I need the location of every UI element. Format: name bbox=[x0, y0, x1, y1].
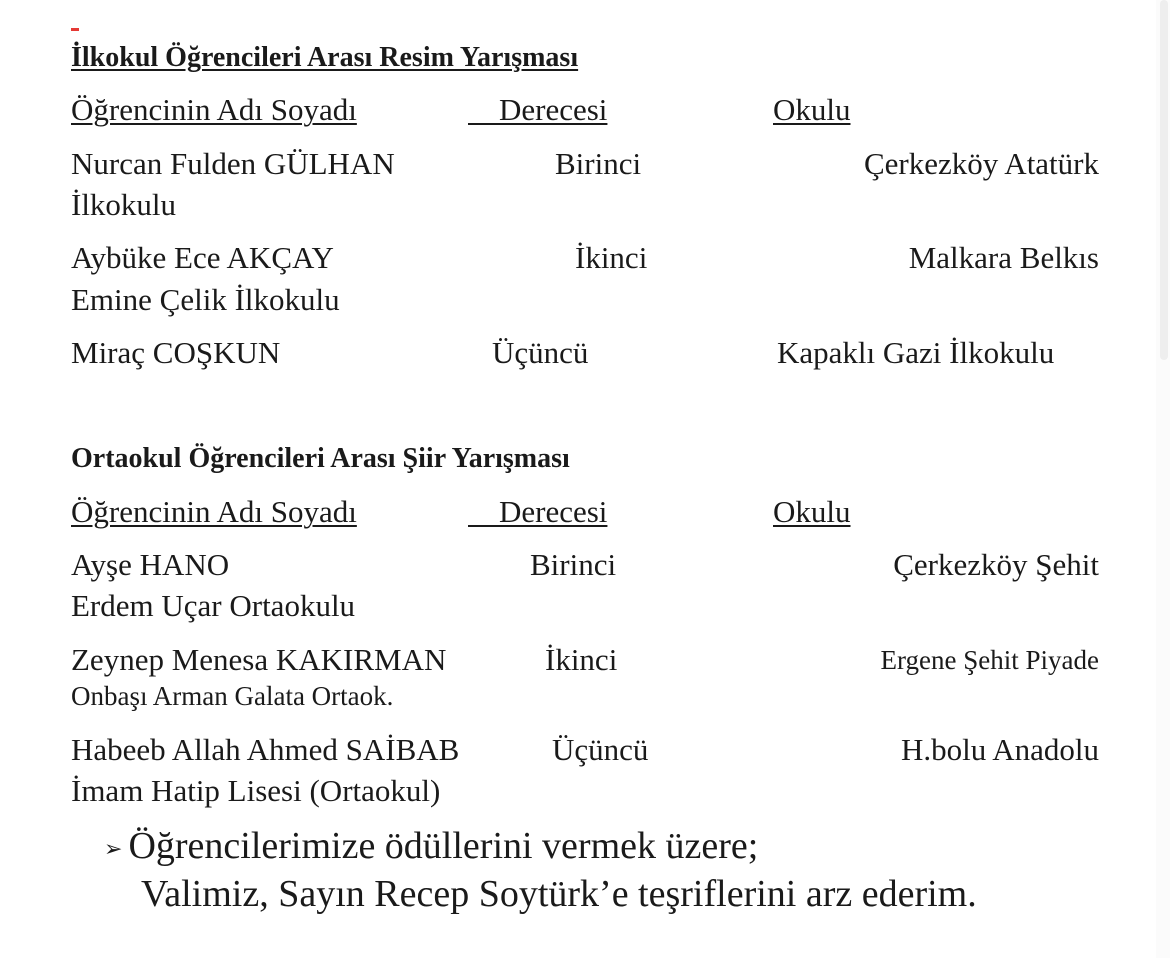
section2-row2-school: Ergene Şehit Piyade bbox=[880, 645, 1099, 675]
section1-row2-degree: İkinci bbox=[575, 240, 648, 275]
section2-header-degree: Derecesi bbox=[468, 494, 608, 529]
section1-row3-school: Kapaklı Gazi İlkokulu bbox=[777, 335, 1055, 370]
section2-row3-school: H.bolu Anadolu bbox=[900, 732, 1099, 767]
section2-row2-name: Zeynep Menesa KAKIRMAN bbox=[71, 642, 447, 677]
section2-title: Ortaokul Öğrencileri Arası Şiir Yarışması bbox=[71, 443, 570, 474]
section2-row2-degree: İkinci bbox=[545, 642, 618, 677]
section2-header-school: Okulu bbox=[773, 494, 851, 529]
scrollbar-thumb[interactable] bbox=[1160, 0, 1168, 360]
section2-row2-school-cont: Onbaşı Arman Galata Ortaok. bbox=[71, 681, 394, 711]
section1-header-name: Öğrencinin Adı Soyadı bbox=[71, 92, 357, 127]
scrollbar-track[interactable] bbox=[1156, 0, 1170, 958]
arrow-bullet-icon: ➢ bbox=[104, 836, 123, 862]
section2-row3-degree: Üçüncü bbox=[552, 732, 649, 767]
section1-row3-name: Miraç COŞKUN bbox=[71, 335, 281, 370]
section2-row3-school-cont: İmam Hatip Lisesi (Ortaokul) bbox=[71, 773, 441, 808]
closing-line1 bbox=[104, 827, 758, 865]
section1-row2-school-cont: Emine Çelik İlkokulu bbox=[71, 282, 340, 317]
section1-title: İlkokul Öğrencileri Arası Resim Yarışması bbox=[71, 42, 579, 73]
section1-row3-degree: Üçüncü bbox=[492, 335, 589, 370]
red-marker bbox=[71, 28, 79, 31]
section2-row1-name: Ayşe HANO bbox=[71, 547, 230, 582]
section1-row1-school-cont: İlkokulu bbox=[71, 187, 177, 222]
section2-row1-school: Çerkezköy Şehit bbox=[893, 547, 1099, 582]
section2-row3-name: Habeeb Allah Ahmed SAİBAB bbox=[71, 732, 460, 767]
closing-line2: Valimiz, Sayın Recep Soytürk’e teşriflerini arz ederim. bbox=[141, 873, 977, 915]
section2-row1-degree: Birinci bbox=[530, 547, 617, 582]
closing-line1-text: Öğrencilerimize ödüllerini vermek üzere; bbox=[128, 825, 759, 867]
section1-row1-school: Çerkezköy Atatürk bbox=[863, 146, 1099, 181]
section1-row2-school: Malkara Belkıs bbox=[908, 240, 1099, 275]
section1-row1-name: Nurcan Fulden GÜLHAN bbox=[71, 146, 395, 181]
section1-row1-degree: Birinci bbox=[555, 146, 642, 181]
section1-header-degree: Derecesi bbox=[468, 92, 608, 127]
section1-header-school: Okulu bbox=[773, 92, 851, 127]
section2-header-name: Öğrencinin Adı Soyadı bbox=[71, 494, 357, 529]
section2-row1-school-cont: Erdem Uçar Ortaokulu bbox=[71, 588, 356, 623]
section1-row2-name: Aybüke Ece AKÇAY bbox=[71, 240, 334, 275]
